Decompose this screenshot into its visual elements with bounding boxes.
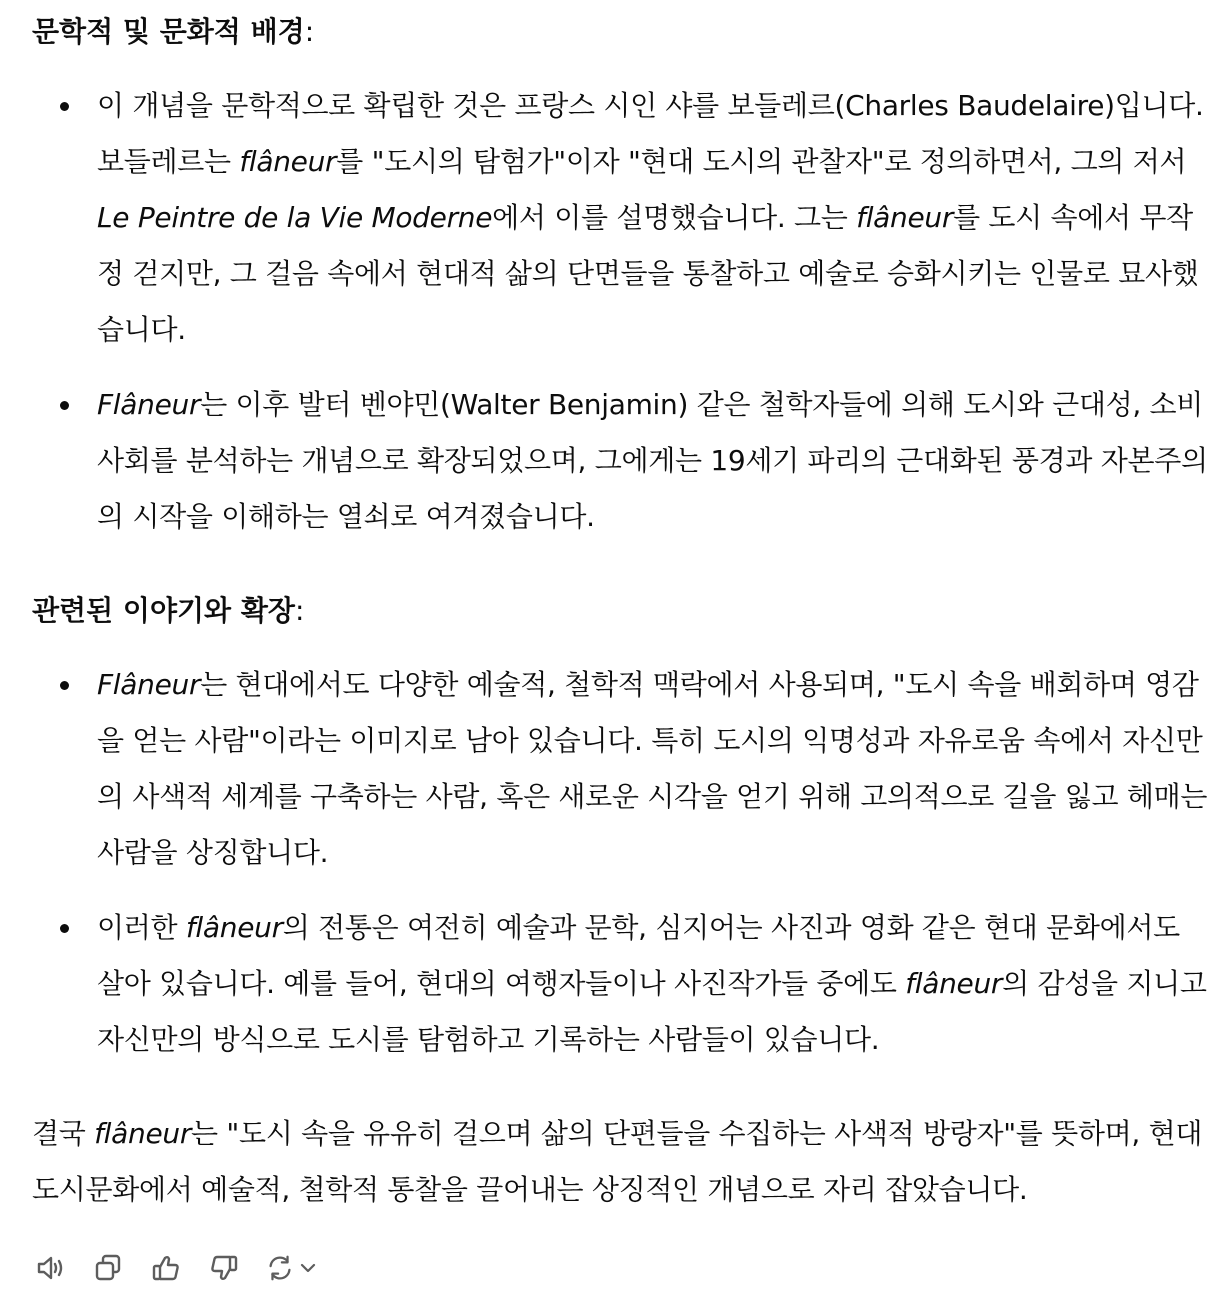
assistant-message xyxy=(0,4,1212,1288)
italic-term: flâneur xyxy=(856,201,954,234)
text-run: 의 전통은 여전히 예술과 문학, 심지어는 사진과 영화 같은 현대 문화에서도 살아 있습니다. 예를 들어, 현대의 여행자들이나 사진작가들 중에도 xyxy=(97,911,1180,1000)
speaker-icon xyxy=(33,1251,67,1285)
list-item-text xyxy=(97,900,1212,1068)
copy-button[interactable] xyxy=(90,1250,126,1286)
list-item xyxy=(32,900,1212,1068)
chevron-down-icon xyxy=(298,1258,318,1278)
message-action-bar xyxy=(32,1248,1212,1288)
section-heading-related xyxy=(32,583,1212,639)
italic-term: flâneur xyxy=(905,967,1003,1000)
list-item-text xyxy=(97,377,1212,545)
text-run: 이 개념을 문학적으로 확립한 것은 프랑스 시인 샤를 보들레르(Charles Baudelaire)입니다. 보들레르는 xyxy=(97,89,1204,178)
section-heading-text: 문학적 및 문화적 배경 xyxy=(32,15,305,48)
text-run: 에서 이를 설명했습니다. 그는 xyxy=(492,201,857,234)
text-run: 를 도시 속에서 무작정 걷지만, 그 걸음 속에서 현대적 삶의 단면들을 통찰하고 예술로 승화시키는 인물로 묘사했습니다. xyxy=(97,201,1199,346)
read-aloud-button[interactable] xyxy=(32,1250,68,1286)
regenerate-icon xyxy=(264,1252,296,1284)
list-item xyxy=(32,377,1212,545)
thumbs-up-icon xyxy=(149,1251,183,1285)
italic-term: flâneur xyxy=(94,1117,192,1150)
text-run: 이러한 xyxy=(97,911,186,944)
list-item-text xyxy=(97,78,1212,358)
italic-term: Le Peintre de la Vie Moderne xyxy=(97,201,493,234)
text-run: 결국 xyxy=(32,1117,95,1150)
heading-colon: : xyxy=(304,15,315,48)
literary-bullet-list xyxy=(32,78,1212,545)
heading-colon: : xyxy=(294,594,305,627)
italic-term: Flâneur xyxy=(97,388,201,421)
text-run: 는 "도시 속을 유유히 걸으며 삶의 단편들을 수집하는 사색적 방랑자"를 뜻하며, 현대 도시문화에서 예술적, 철학적 통찰을 끌어내는 상징적인 개념으로 자리 잡았습니다. xyxy=(32,1117,1203,1206)
text-run: 를 "도시의 탐험가"이자 "현대 도시의 관찰자"로 정의하면서, 그의 저서 xyxy=(336,145,1187,178)
text-run: 는 이후 발터 벤야민(Walter Benjamin) 같은 철학자들에 의해 도시와 근대성, 소비사회를 분석하는 개념으로 확장되었으며, 그에게는 19세기 파리의 근대화된 풍경과 자본주의의 시작을 이해하는 열쇠로 여겨졌습니다. xyxy=(97,388,1208,533)
text-run: 는 현대에서도 다양한 예술적, 철학적 맥락에서 사용되며, "도시 속을 배회하며 영감을 얻는 사람"이라는 이미지로 남아 있습니다. 특히 도시의 익명성과 자유로움 속에서 자신만의 사색적 세계를 구축하는 사람, 혹은 새로운 시각을 얻기 위해 고의적으로 길을 잃고 헤매는 사람을 상징합니다. xyxy=(97,668,1208,869)
bullet-dot xyxy=(60,401,69,410)
conclusion-paragraph xyxy=(32,1106,1212,1218)
list-item-text xyxy=(97,657,1212,881)
italic-term: flâneur xyxy=(185,911,283,944)
list-item xyxy=(32,78,1212,358)
thumbs-down-icon xyxy=(207,1251,241,1285)
bullet-dot xyxy=(60,102,69,111)
section-heading-text: 관련된 이야기와 확장 xyxy=(32,594,295,627)
italic-term: flâneur xyxy=(239,145,337,178)
copy-icon xyxy=(91,1251,125,1285)
italic-term: Flâneur xyxy=(97,668,201,701)
regenerate-button[interactable] xyxy=(264,1250,328,1286)
text-run: 의 감성을 지니고 자신만의 방식으로 도시를 탐험하고 기록하는 사람들이 있습니다. xyxy=(97,967,1207,1056)
good-response-button[interactable] xyxy=(148,1250,184,1286)
bullet-dot xyxy=(60,924,69,933)
bad-response-button[interactable] xyxy=(206,1250,242,1286)
list-item xyxy=(32,657,1212,881)
related-bullet-list xyxy=(32,657,1212,1068)
bullet-dot xyxy=(60,681,69,690)
section-heading-literary xyxy=(32,4,1212,60)
